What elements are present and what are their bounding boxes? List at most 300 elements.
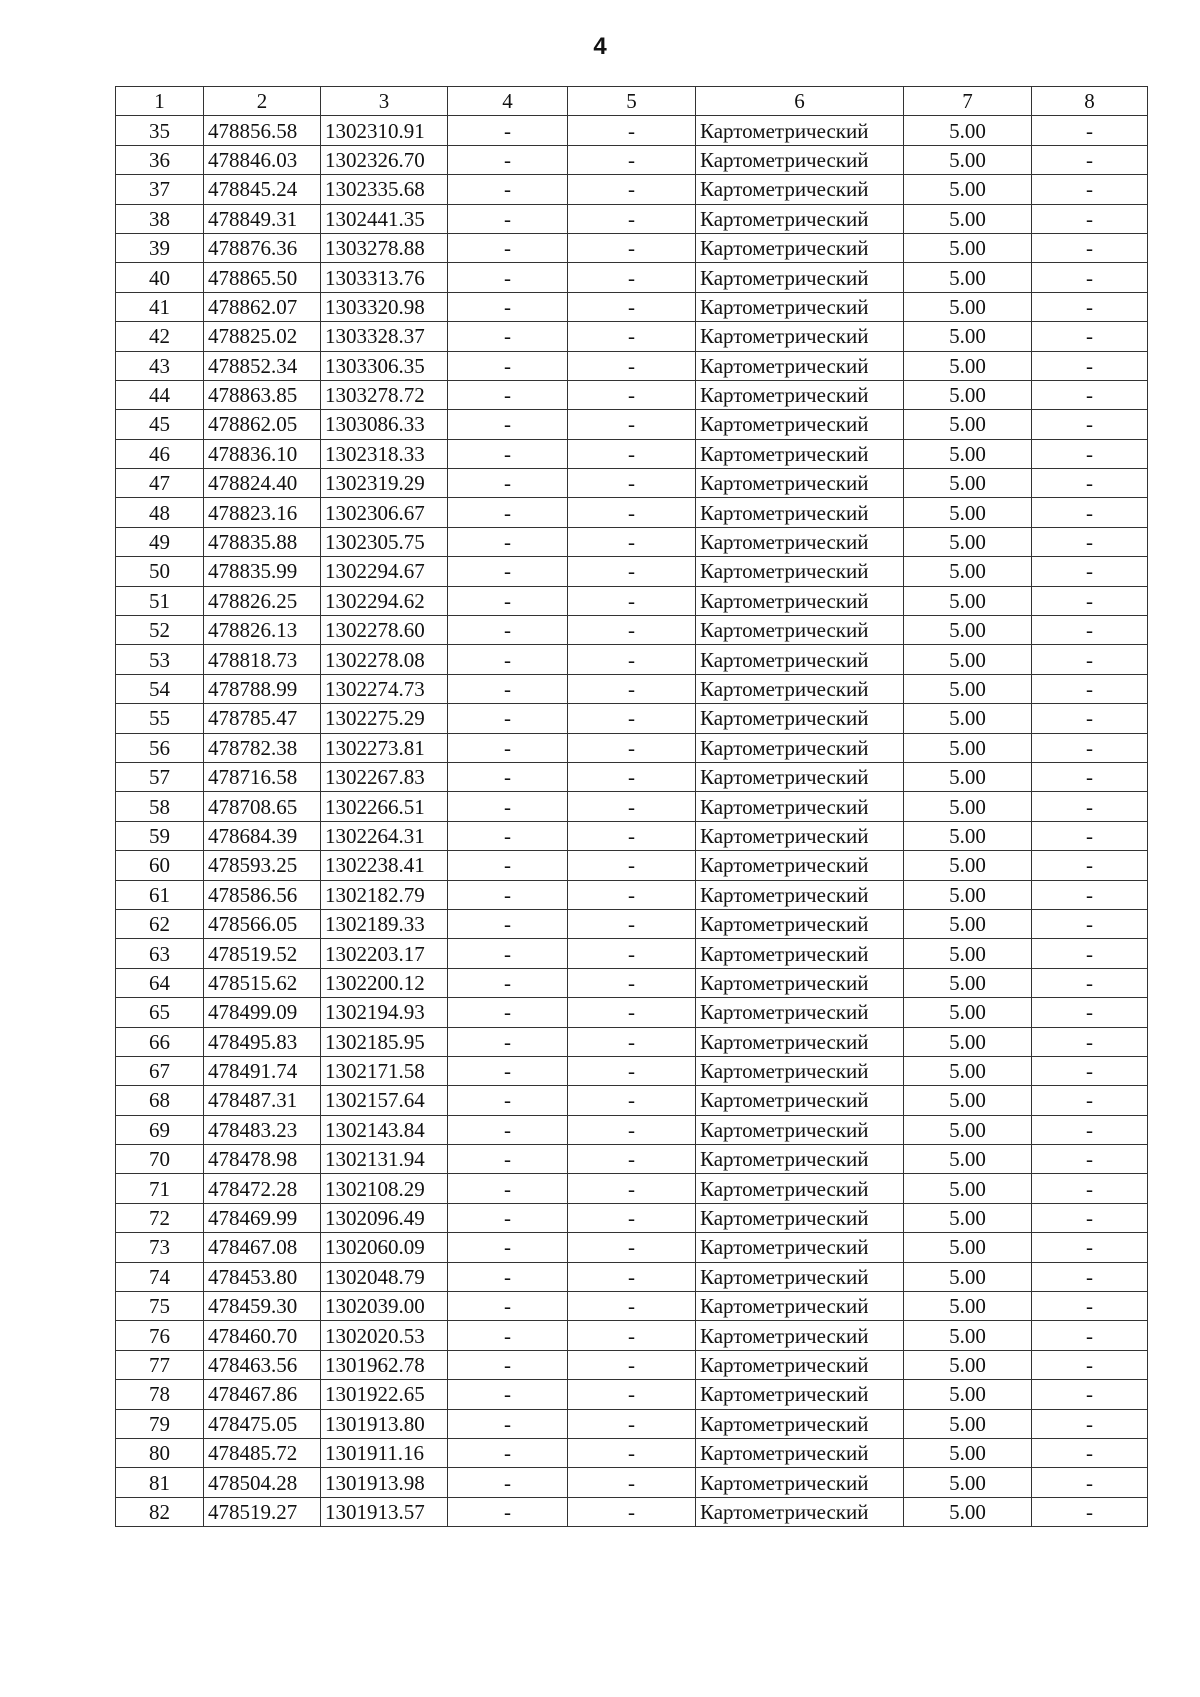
cell-x-coordinate: 478788.99 [204, 674, 321, 703]
cell-x-coordinate: 478863.85 [204, 380, 321, 409]
cell-col-4-value: - [448, 439, 568, 468]
cell-accuracy: 5.00 [904, 1115, 1032, 1144]
cell-accuracy: 5.00 [904, 439, 1032, 468]
cell-y-coordinate: 1301913.98 [321, 1468, 448, 1497]
cell-col-5-value: - [568, 998, 696, 1027]
header-cell-7: 7 [904, 87, 1032, 116]
cell-y-coordinate: 1302060.09 [321, 1233, 448, 1262]
cell-method: Картометрический [696, 204, 904, 233]
cell-point-number: 40 [116, 263, 204, 292]
cell-col-5-value: - [568, 116, 696, 145]
cell-point-number: 69 [116, 1115, 204, 1144]
table-row [116, 616, 1148, 645]
cell-point-number: 75 [116, 1292, 204, 1321]
cell-method: Картометрический [696, 645, 904, 674]
cell-col-4-value: - [448, 586, 568, 615]
cell-col-4-value: - [448, 851, 568, 880]
header-cell-3: 3 [321, 87, 448, 116]
cell-col-8-value: - [1032, 704, 1148, 733]
cell-col-5-value: - [568, 733, 696, 762]
cell-point-number: 67 [116, 1056, 204, 1085]
cell-method: Картометрический [696, 116, 904, 145]
cell-method: Картометрический [696, 1350, 904, 1379]
cell-col-4-value: - [448, 498, 568, 527]
cell-y-coordinate: 1302310.91 [321, 116, 448, 145]
cell-point-number: 35 [116, 116, 204, 145]
cell-col-4-value: - [448, 233, 568, 262]
cell-method: Картометрический [696, 1497, 904, 1526]
cell-point-number: 57 [116, 762, 204, 791]
cell-point-number: 71 [116, 1174, 204, 1203]
table-row [116, 498, 1148, 527]
table-row [116, 1438, 1148, 1467]
cell-col-5-value: - [568, 704, 696, 733]
cell-x-coordinate: 478485.72 [204, 1438, 321, 1467]
cell-accuracy: 5.00 [904, 1203, 1032, 1232]
cell-col-4-value: - [448, 116, 568, 145]
cell-col-8-value: - [1032, 1115, 1148, 1144]
cell-point-number: 46 [116, 439, 204, 468]
cell-y-coordinate: 1302278.60 [321, 616, 448, 645]
cell-col-4-value: - [448, 175, 568, 204]
cell-y-coordinate: 1302185.95 [321, 1027, 448, 1056]
cell-x-coordinate: 478463.56 [204, 1350, 321, 1379]
cell-col-5-value: - [568, 469, 696, 498]
cell-point-number: 65 [116, 998, 204, 1027]
cell-method: Картометрический [696, 322, 904, 351]
cell-y-coordinate: 1303320.98 [321, 292, 448, 321]
cell-method: Картометрический [696, 380, 904, 409]
cell-accuracy: 5.00 [904, 292, 1032, 321]
cell-col-8-value: - [1032, 204, 1148, 233]
cell-col-4-value: - [448, 1056, 568, 1085]
cell-x-coordinate: 478836.10 [204, 439, 321, 468]
coordinates-table [115, 86, 1148, 1527]
table-row [116, 263, 1148, 292]
cell-point-number: 61 [116, 880, 204, 909]
cell-point-number: 68 [116, 1086, 204, 1115]
cell-col-8-value: - [1032, 410, 1148, 439]
table-row [116, 1174, 1148, 1203]
cell-col-4-value: - [448, 645, 568, 674]
cell-method: Картометрический [696, 1438, 904, 1467]
cell-x-coordinate: 478515.62 [204, 968, 321, 997]
cell-point-number: 49 [116, 527, 204, 556]
cell-point-number: 41 [116, 292, 204, 321]
cell-col-4-value: - [448, 1292, 568, 1321]
cell-accuracy: 5.00 [904, 116, 1032, 145]
table-row [116, 909, 1148, 938]
cell-point-number: 80 [116, 1438, 204, 1467]
cell-col-8-value: - [1032, 175, 1148, 204]
table-row [116, 851, 1148, 880]
cell-y-coordinate: 1302096.49 [321, 1203, 448, 1232]
cell-col-5-value: - [568, 1262, 696, 1291]
cell-method: Картометрический [696, 527, 904, 556]
cell-point-number: 56 [116, 733, 204, 762]
cell-x-coordinate: 478826.25 [204, 586, 321, 615]
cell-accuracy: 5.00 [904, 351, 1032, 380]
table-row [116, 351, 1148, 380]
cell-col-8-value: - [1032, 645, 1148, 674]
cell-col-8-value: - [1032, 1145, 1148, 1174]
cell-col-5-value: - [568, 1468, 696, 1497]
cell-col-5-value: - [568, 292, 696, 321]
cell-col-5-value: - [568, 1321, 696, 1350]
cell-point-number: 55 [116, 704, 204, 733]
cell-y-coordinate: 1302319.29 [321, 469, 448, 498]
cell-col-8-value: - [1032, 469, 1148, 498]
cell-y-coordinate: 1302264.31 [321, 821, 448, 850]
cell-y-coordinate: 1301913.57 [321, 1497, 448, 1526]
header-cell-1: 1 [116, 87, 204, 116]
cell-accuracy: 5.00 [904, 498, 1032, 527]
cell-col-4-value: - [448, 821, 568, 850]
cell-col-5-value: - [568, 1438, 696, 1467]
cell-col-8-value: - [1032, 1468, 1148, 1497]
cell-point-number: 38 [116, 204, 204, 233]
cell-col-4-value: - [448, 1027, 568, 1056]
table-row [116, 380, 1148, 409]
cell-method: Картометрический [696, 233, 904, 262]
table-row [116, 145, 1148, 174]
table-body [116, 116, 1148, 1527]
cell-col-4-value: - [448, 1174, 568, 1203]
cell-col-4-value: - [448, 557, 568, 586]
cell-point-number: 60 [116, 851, 204, 880]
cell-col-5-value: - [568, 645, 696, 674]
cell-x-coordinate: 478472.28 [204, 1174, 321, 1203]
cell-col-8-value: - [1032, 1203, 1148, 1232]
cell-col-5-value: - [568, 674, 696, 703]
cell-col-8-value: - [1032, 1262, 1148, 1291]
cell-col-4-value: - [448, 1409, 568, 1438]
table-row [116, 469, 1148, 498]
cell-col-5-value: - [568, 322, 696, 351]
cell-col-8-value: - [1032, 1174, 1148, 1203]
cell-point-number: 77 [116, 1350, 204, 1379]
cell-col-4-value: - [448, 733, 568, 762]
cell-col-8-value: - [1032, 263, 1148, 292]
cell-accuracy: 5.00 [904, 1292, 1032, 1321]
table-header [116, 87, 1148, 116]
cell-method: Картометрический [696, 939, 904, 968]
cell-method: Картометрический [696, 998, 904, 1027]
cell-col-8-value: - [1032, 851, 1148, 880]
cell-col-5-value: - [568, 586, 696, 615]
cell-accuracy: 5.00 [904, 792, 1032, 821]
cell-method: Картометрический [696, 1056, 904, 1085]
cell-accuracy: 5.00 [904, 1233, 1032, 1262]
cell-col-4-value: - [448, 380, 568, 409]
cell-col-5-value: - [568, 380, 696, 409]
cell-col-4-value: - [448, 1438, 568, 1467]
table-row [116, 586, 1148, 615]
cell-accuracy: 5.00 [904, 1468, 1032, 1497]
cell-col-5-value: - [568, 498, 696, 527]
cell-method: Картометрический [696, 1174, 904, 1203]
cell-accuracy: 5.00 [904, 527, 1032, 556]
cell-col-8-value: - [1032, 1233, 1148, 1262]
header-cell-4: 4 [448, 87, 568, 116]
cell-x-coordinate: 478504.28 [204, 1468, 321, 1497]
cell-col-5-value: - [568, 1233, 696, 1262]
table-row [116, 821, 1148, 850]
cell-accuracy: 5.00 [904, 1409, 1032, 1438]
cell-accuracy: 5.00 [904, 733, 1032, 762]
cell-col-5-value: - [568, 1145, 696, 1174]
cell-accuracy: 5.00 [904, 469, 1032, 498]
cell-y-coordinate: 1302157.64 [321, 1086, 448, 1115]
cell-y-coordinate: 1301913.80 [321, 1409, 448, 1438]
cell-accuracy: 5.00 [904, 1027, 1032, 1056]
cell-method: Картометрический [696, 616, 904, 645]
cell-col-4-value: - [448, 880, 568, 909]
cell-point-number: 37 [116, 175, 204, 204]
cell-point-number: 82 [116, 1497, 204, 1526]
cell-col-4-value: - [448, 1497, 568, 1526]
table-row [116, 792, 1148, 821]
cell-x-coordinate: 478566.05 [204, 909, 321, 938]
cell-col-8-value: - [1032, 145, 1148, 174]
table-row [116, 1380, 1148, 1409]
cell-col-5-value: - [568, 1380, 696, 1409]
table-row [116, 204, 1148, 233]
cell-x-coordinate: 478519.52 [204, 939, 321, 968]
cell-x-coordinate: 478469.99 [204, 1203, 321, 1232]
page-number: 4 [593, 33, 607, 60]
cell-y-coordinate: 1302267.83 [321, 762, 448, 791]
cell-point-number: 44 [116, 380, 204, 409]
cell-x-coordinate: 478835.99 [204, 557, 321, 586]
cell-x-coordinate: 478862.07 [204, 292, 321, 321]
cell-method: Картометрический [696, 1203, 904, 1232]
cell-y-coordinate: 1302020.53 [321, 1321, 448, 1350]
cell-col-4-value: - [448, 762, 568, 791]
cell-col-4-value: - [448, 792, 568, 821]
cell-point-number: 59 [116, 821, 204, 850]
cell-method: Картометрический [696, 1262, 904, 1291]
cell-x-coordinate: 478519.27 [204, 1497, 321, 1526]
header-row [116, 87, 1148, 116]
cell-point-number: 50 [116, 557, 204, 586]
cell-accuracy: 5.00 [904, 1380, 1032, 1409]
table-row [116, 968, 1148, 997]
cell-x-coordinate: 478478.98 [204, 1145, 321, 1174]
cell-col-4-value: - [448, 998, 568, 1027]
cell-col-8-value: - [1032, 1409, 1148, 1438]
cell-y-coordinate: 1301911.16 [321, 1438, 448, 1467]
cell-accuracy: 5.00 [904, 909, 1032, 938]
table-row [116, 998, 1148, 1027]
cell-x-coordinate: 478852.34 [204, 351, 321, 380]
cell-method: Картометрический [696, 851, 904, 880]
cell-x-coordinate: 478876.36 [204, 233, 321, 262]
cell-col-8-value: - [1032, 968, 1148, 997]
cell-y-coordinate: 1302441.35 [321, 204, 448, 233]
table-row [116, 557, 1148, 586]
cell-point-number: 81 [116, 1468, 204, 1497]
cell-accuracy: 5.00 [904, 939, 1032, 968]
cell-col-5-value: - [568, 1350, 696, 1379]
cell-y-coordinate: 1302275.29 [321, 704, 448, 733]
table-row [116, 674, 1148, 703]
cell-x-coordinate: 478785.47 [204, 704, 321, 733]
cell-col-4-value: - [448, 1321, 568, 1350]
cell-y-coordinate: 1302274.73 [321, 674, 448, 703]
cell-accuracy: 5.00 [904, 821, 1032, 850]
table-row [116, 1086, 1148, 1115]
cell-x-coordinate: 478460.70 [204, 1321, 321, 1350]
cell-x-coordinate: 478467.86 [204, 1380, 321, 1409]
cell-col-5-value: - [568, 792, 696, 821]
cell-point-number: 36 [116, 145, 204, 174]
cell-col-5-value: - [568, 939, 696, 968]
cell-y-coordinate: 1303278.72 [321, 380, 448, 409]
cell-accuracy: 5.00 [904, 410, 1032, 439]
cell-method: Картометрический [696, 762, 904, 791]
header-cell-2: 2 [204, 87, 321, 116]
cell-col-8-value: - [1032, 586, 1148, 615]
cell-accuracy: 5.00 [904, 1056, 1032, 1085]
cell-method: Картометрический [696, 1409, 904, 1438]
cell-col-5-value: - [568, 909, 696, 938]
cell-col-4-value: - [448, 909, 568, 938]
cell-col-5-value: - [568, 1115, 696, 1144]
cell-x-coordinate: 478825.02 [204, 322, 321, 351]
cell-col-4-value: - [448, 704, 568, 733]
cell-col-5-value: - [568, 233, 696, 262]
cell-method: Картометрический [696, 1145, 904, 1174]
cell-accuracy: 5.00 [904, 586, 1032, 615]
cell-x-coordinate: 478459.30 [204, 1292, 321, 1321]
cell-col-8-value: - [1032, 1350, 1148, 1379]
cell-method: Картометрический [696, 175, 904, 204]
cell-col-4-value: - [448, 939, 568, 968]
cell-col-5-value: - [568, 1497, 696, 1526]
cell-point-number: 52 [116, 616, 204, 645]
header-cell-6: 6 [696, 87, 904, 116]
cell-y-coordinate: 1302266.51 [321, 792, 448, 821]
cell-col-8-value: - [1032, 762, 1148, 791]
cell-accuracy: 5.00 [904, 322, 1032, 351]
cell-col-8-value: - [1032, 1380, 1148, 1409]
cell-col-5-value: - [568, 263, 696, 292]
cell-col-8-value: - [1032, 557, 1148, 586]
cell-point-number: 66 [116, 1027, 204, 1056]
cell-point-number: 53 [116, 645, 204, 674]
cell-x-coordinate: 478467.08 [204, 1233, 321, 1262]
cell-y-coordinate: 1303086.33 [321, 410, 448, 439]
cell-col-4-value: - [448, 1380, 568, 1409]
cell-point-number: 72 [116, 1203, 204, 1232]
cell-y-coordinate: 1302048.79 [321, 1262, 448, 1291]
cell-y-coordinate: 1302305.75 [321, 527, 448, 556]
table-row [116, 527, 1148, 556]
cell-x-coordinate: 478818.73 [204, 645, 321, 674]
cell-accuracy: 5.00 [904, 145, 1032, 174]
cell-col-8-value: - [1032, 351, 1148, 380]
cell-col-4-value: - [448, 527, 568, 556]
cell-col-5-value: - [568, 1292, 696, 1321]
cell-y-coordinate: 1303313.76 [321, 263, 448, 292]
cell-col-4-value: - [448, 322, 568, 351]
cell-y-coordinate: 1302039.00 [321, 1292, 448, 1321]
cell-point-number: 70 [116, 1145, 204, 1174]
cell-col-8-value: - [1032, 116, 1148, 145]
cell-col-4-value: - [448, 968, 568, 997]
cell-col-8-value: - [1032, 909, 1148, 938]
cell-col-8-value: - [1032, 527, 1148, 556]
cell-y-coordinate: 1302108.29 [321, 1174, 448, 1203]
cell-y-coordinate: 1302171.58 [321, 1056, 448, 1085]
cell-accuracy: 5.00 [904, 1350, 1032, 1379]
cell-x-coordinate: 478684.39 [204, 821, 321, 850]
cell-point-number: 39 [116, 233, 204, 262]
cell-y-coordinate: 1302143.84 [321, 1115, 448, 1144]
cell-method: Картометрический [696, 1115, 904, 1144]
cell-y-coordinate: 1302131.94 [321, 1145, 448, 1174]
cell-x-coordinate: 478453.80 [204, 1262, 321, 1291]
cell-col-8-value: - [1032, 1027, 1148, 1056]
cell-col-8-value: - [1032, 1086, 1148, 1115]
cell-y-coordinate: 1302318.33 [321, 439, 448, 468]
cell-accuracy: 5.00 [904, 616, 1032, 645]
table-row [116, 1145, 1148, 1174]
cell-point-number: 79 [116, 1409, 204, 1438]
cell-x-coordinate: 478487.31 [204, 1086, 321, 1115]
cell-accuracy: 5.00 [904, 1145, 1032, 1174]
cell-y-coordinate: 1302294.62 [321, 586, 448, 615]
cell-col-8-value: - [1032, 439, 1148, 468]
cell-point-number: 51 [116, 586, 204, 615]
cell-x-coordinate: 478865.50 [204, 263, 321, 292]
cell-col-8-value: - [1032, 322, 1148, 351]
table-row [116, 1321, 1148, 1350]
cell-col-8-value: - [1032, 792, 1148, 821]
cell-y-coordinate: 1302278.08 [321, 645, 448, 674]
cell-method: Картометрический [696, 733, 904, 762]
cell-method: Картометрический [696, 469, 904, 498]
cell-x-coordinate: 478824.40 [204, 469, 321, 498]
cell-col-4-value: - [448, 145, 568, 174]
cell-x-coordinate: 478495.83 [204, 1027, 321, 1056]
cell-col-5-value: - [568, 175, 696, 204]
cell-col-8-value: - [1032, 380, 1148, 409]
cell-point-number: 74 [116, 1262, 204, 1291]
cell-x-coordinate: 478586.56 [204, 880, 321, 909]
cell-col-5-value: - [568, 762, 696, 791]
cell-y-coordinate: 1302203.17 [321, 939, 448, 968]
table-row [116, 733, 1148, 762]
cell-y-coordinate: 1303328.37 [321, 322, 448, 351]
cell-y-coordinate: 1302326.70 [321, 145, 448, 174]
cell-y-coordinate: 1303278.88 [321, 233, 448, 262]
cell-y-coordinate: 1302294.67 [321, 557, 448, 586]
cell-method: Картометрический [696, 880, 904, 909]
cell-method: Картометрический [696, 1321, 904, 1350]
table-row [116, 1056, 1148, 1085]
cell-col-4-value: - [448, 1145, 568, 1174]
cell-y-coordinate: 1301962.78 [321, 1350, 448, 1379]
cell-accuracy: 5.00 [904, 175, 1032, 204]
cell-method: Картометрический [696, 909, 904, 938]
cell-x-coordinate: 478475.05 [204, 1409, 321, 1438]
table-row [116, 1497, 1148, 1526]
cell-x-coordinate: 478856.58 [204, 116, 321, 145]
cell-x-coordinate: 478846.03 [204, 145, 321, 174]
cell-col-5-value: - [568, 204, 696, 233]
